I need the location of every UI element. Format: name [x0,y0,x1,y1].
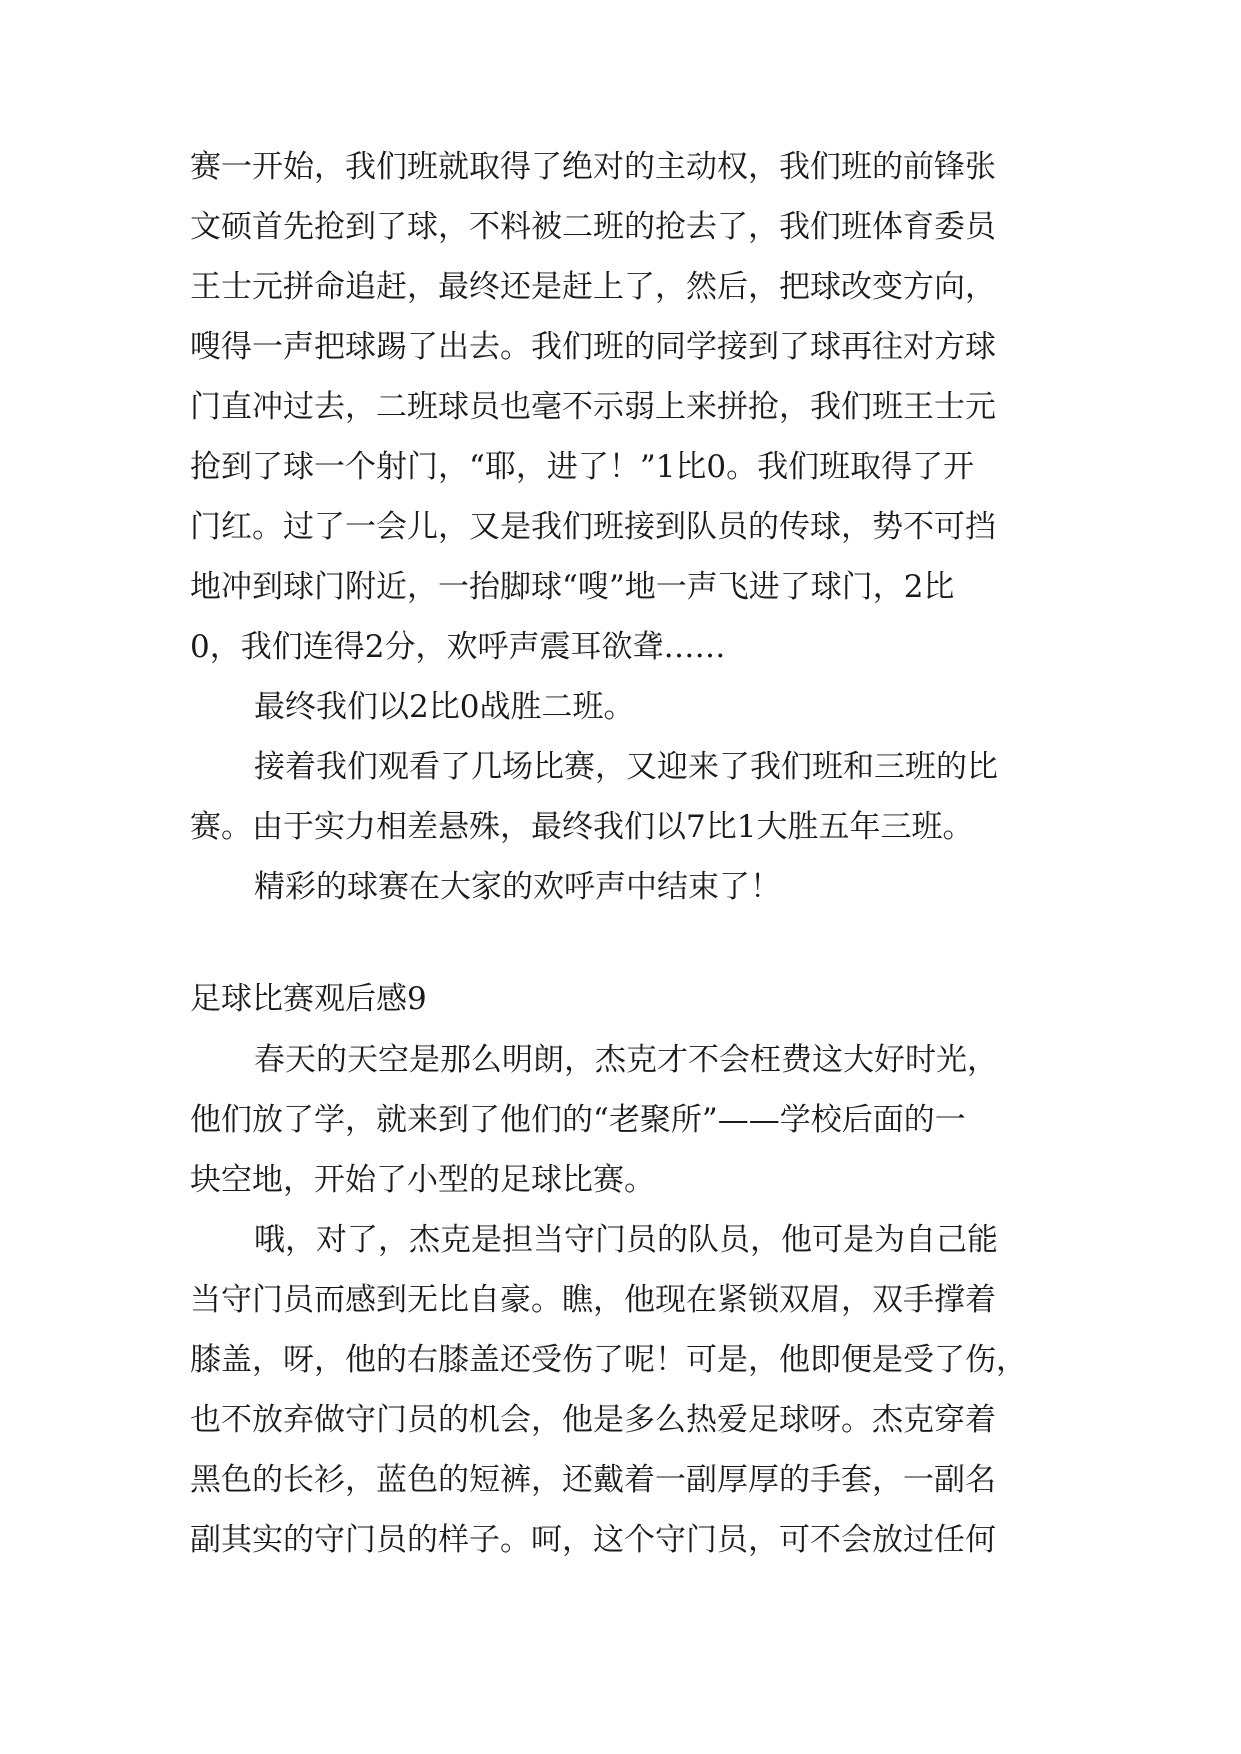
text-line: 他们放了学，就来到了他们的“老聚所”——学校后面的一 [190,1102,966,1138]
text-line: 接着我们观看了几场比赛，又迎来了我们班和三班的比 [254,749,998,785]
text-line: 门红。过了一会儿，又是我们班接到队员的传球，势不可挡 [190,509,996,545]
text-line: 门直冲过去，二班球员也毫不示弱上来拼抢，我们班王士元 [190,389,996,425]
text-line: 哦，对了，杰克是担当守门员的队员，他可是为自己能 [254,1222,998,1258]
text-line: 也不放弃做守门员的机会，他是多么热爱足球呀。杰克穿着 [190,1402,996,1438]
text-line: 赛一开始，我们班就取得了绝对的主动权，我们班的前锋张 [190,149,996,185]
text-line: 地冲到球门附近，一抬脚球“嗖”地一声飞进了球门，2比 [190,569,955,605]
text-line: 膝盖，呀，他的右膝盖还受伤了呢！可是，他即便是受了伤， [190,1342,1027,1378]
text-line: 块空地，开始了小型的足球比赛。 [190,1162,655,1198]
text-line: 黑色的长衫，蓝色的短裤，还戴着一副厚厚的手套，一副名 [190,1462,996,1498]
text-line: 王士元拼命追赶，最终还是赶上了，然后，把球改变方向， [190,269,996,305]
text-line: 嗖得一声把球踢了出去。我们班的同学接到了球再往对方球 [190,329,996,365]
text-line: 抢到了球一个射门，“耶，进了！”1比0。我们班取得了开 [190,449,975,485]
text-line: 春天的天空是那么明朗，杰克才不会枉费这大好时光， [254,1042,998,1078]
text-line: 当守门员而感到无比自豪。瞧，他现在紧锁双眉，双手撑着 [190,1282,996,1318]
closing-line: 精彩的球赛在大家的欢呼声中结束了！ [254,869,781,905]
result-line: 最终我们以2比0战胜二班。 [254,689,635,725]
text-line: 文硕首先抢到了球，不料被二班的抢去了，我们班体育委员 [190,209,996,245]
text-line: 赛。由于实力相差悬殊，最终我们以7比1大胜五年三班。 [190,809,974,845]
text-line: 副其实的守门员的样子。呵，这个守门员，可不会放过任何 [190,1522,996,1558]
text-line: 0，我们连得2分，欢呼声震耳欲聋…… [190,629,726,665]
section-title: 足球比赛观后感9 [190,981,427,1017]
